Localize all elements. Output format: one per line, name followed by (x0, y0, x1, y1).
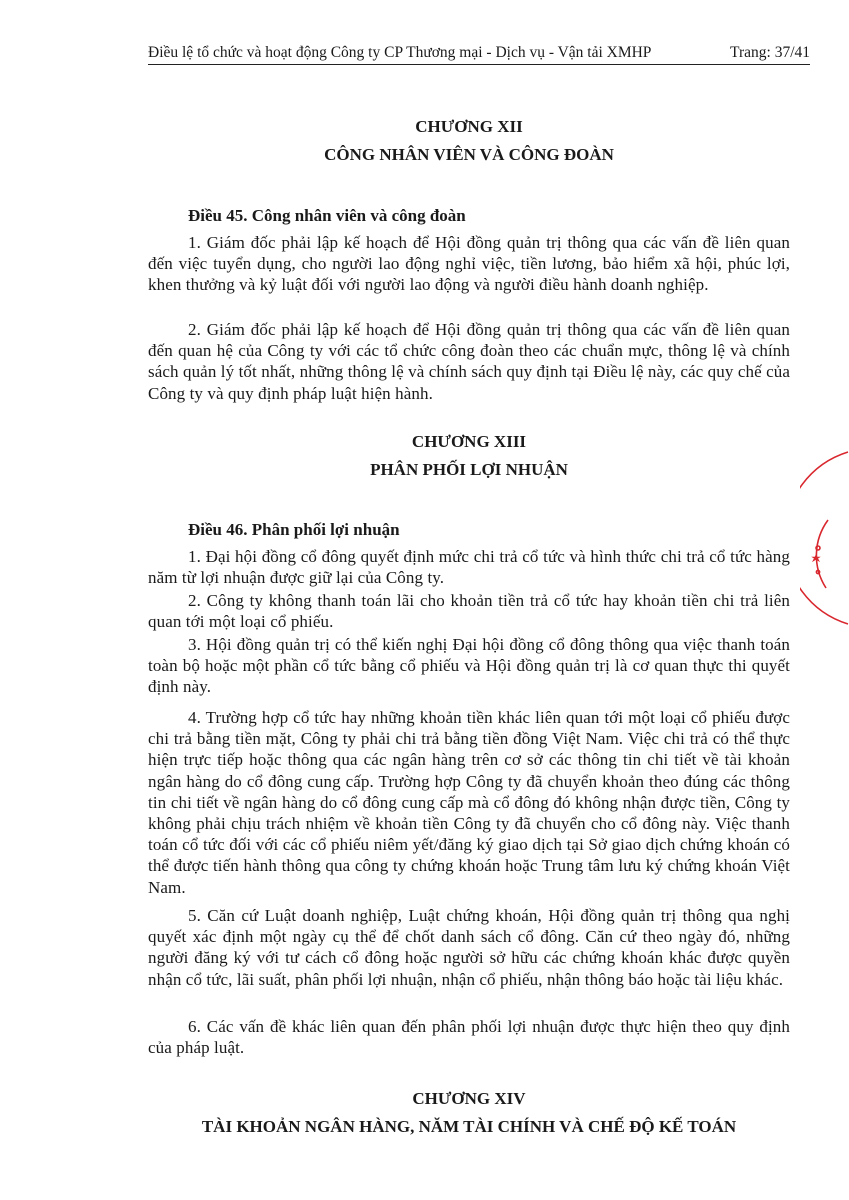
article-45-heading: Điều 45. Công nhân viên và công đoàn (188, 206, 466, 225)
chapter-title: CÔNG NHÂN VIÊN VÀ CÔNG ĐOÀN (324, 145, 614, 164)
chapter-14-heading (148, 1085, 790, 1141)
chapter-title: TÀI KHOẢN NGÂN HÀNG, NĂM TÀI CHÍNH VÀ CHẾ ĐỘ KẾ TOÁN (201, 1117, 737, 1136)
red-seal-stamp-icon (800, 448, 849, 628)
article-46-heading: Điều 46. Phân phối lợi nhuận (188, 520, 400, 539)
page-number: Trang: 37/41 (730, 44, 810, 61)
article-45-paragraph-2: 2. Giám đốc phải lập kế hoạch để Hội đồng quản trị thông qua các vấn đề liên quan đến quan hệ của Công ty với các tổ chức công đoàn theo các chuẩn mực, thông lệ và chính sách quản lý tốt nhất, những thông lệ và chính sách quy định tại Điều lệ này, các quy chế của Công ty và quy định pháp luật hiện hành. (148, 320, 790, 403)
chapter-number: CHƯƠNG XIV (412, 1089, 526, 1108)
article-46-paragraph-1: 1. Đại hội đồng cổ đông quyết định mức chi trả cổ tức và hình thức chi trả cổ tức hàng năm từ lợi nhuận được giữ lại của Công ty. (148, 547, 790, 588)
page-header (148, 44, 810, 65)
chapter-13-heading (148, 428, 790, 484)
article-46-paragraph-5: 5. Căn cứ Luật doanh nghiệp, Luật chứng khoán, Hội đồng quản trị thông qua nghị quyết xác định một ngày cụ thể để chốt danh sách cổ đông. Căn cứ theo ngày đó, những người đăng ký với tư cách cổ đông hoặc người sở hữu các chứng khoán khác được quyền nhận cổ tức, lãi suất, phân phối lợi nhuận, nhận cổ phiếu, nhận thông báo hoặc tài liệu khác. (148, 906, 790, 989)
chapter-number: CHƯƠNG XII (415, 117, 523, 136)
chapter-title: PHÂN PHỐI LỢI NHUẬN (370, 460, 568, 479)
chapter-number: CHƯƠNG XIII (411, 432, 527, 451)
article-46-paragraph-2: 2. Công ty không thanh toán lãi cho khoản tiền trả cổ tức hay khoản tiền chi trả liên quan tới một loại cổ phiếu. (148, 591, 790, 632)
document-title: Điều lệ tổ chức và hoạt động Công ty CP Thương mại - Dịch vụ - Vận tải XMHP (148, 44, 652, 61)
article-46-paragraph-3: 3. Hội đồng quản trị có thể kiến nghị Đại hội đồng cổ đông thông qua việc thanh toán toàn bộ hoặc một phần cổ tức bằng cổ phiếu và Hội đồng quản trị là cơ quan thực thi quyết định này. (148, 635, 790, 697)
article-45-paragraph-1: 1. Giám đốc phải lập kế hoạch để Hội đồng quản trị thông qua các vấn đề liên quan đến việc tuyển dụng, cho người lao động nghỉ việc, tiền lương, bảo hiểm xã hội, phúc lợi, khen thưởng và kỷ luật đối với người lao động và người điều hành doanh nghiệp. (148, 233, 790, 295)
article-46-paragraph-6: 6. Các vấn đề khác liên quan đến phân phối lợi nhuận được thực hiện theo quy định của pháp luật. (148, 1017, 790, 1058)
article-46-paragraph-4: 4. Trường hợp cổ tức hay những khoản tiền khác liên quan tới một loại cổ phiếu được chi trả bằng tiền mặt, Công ty phải chi trả bằng tiền đồng Việt Nam. Việc chi trả có thể thực hiện trực tiếp hoặc thông qua các ngân hàng trên cơ sở các thông tin chi tiết về tài khoản ngân hàng do cổ đông cung cấp. Trường hợp Công ty đã chuyển khoản theo đúng các thông tin chi tiết về ngân hàng do cổ đông cung cấp mà cổ đông đó không nhận được tiền, Công ty không phải chịu trách nhiệm về khoản tiền Công ty đã chuyển cho cổ đông này. Việc thanh toán cổ tức đối với các cổ phiếu niêm yết/đăng ký giao dịch tại Sở giao dịch chứng khoán có thể được tiến hành thông qua công ty chứng khoán hoặc Trung tâm lưu ký chứng khoán Việt Nam. (148, 708, 790, 897)
chapter-12-heading (148, 113, 790, 169)
